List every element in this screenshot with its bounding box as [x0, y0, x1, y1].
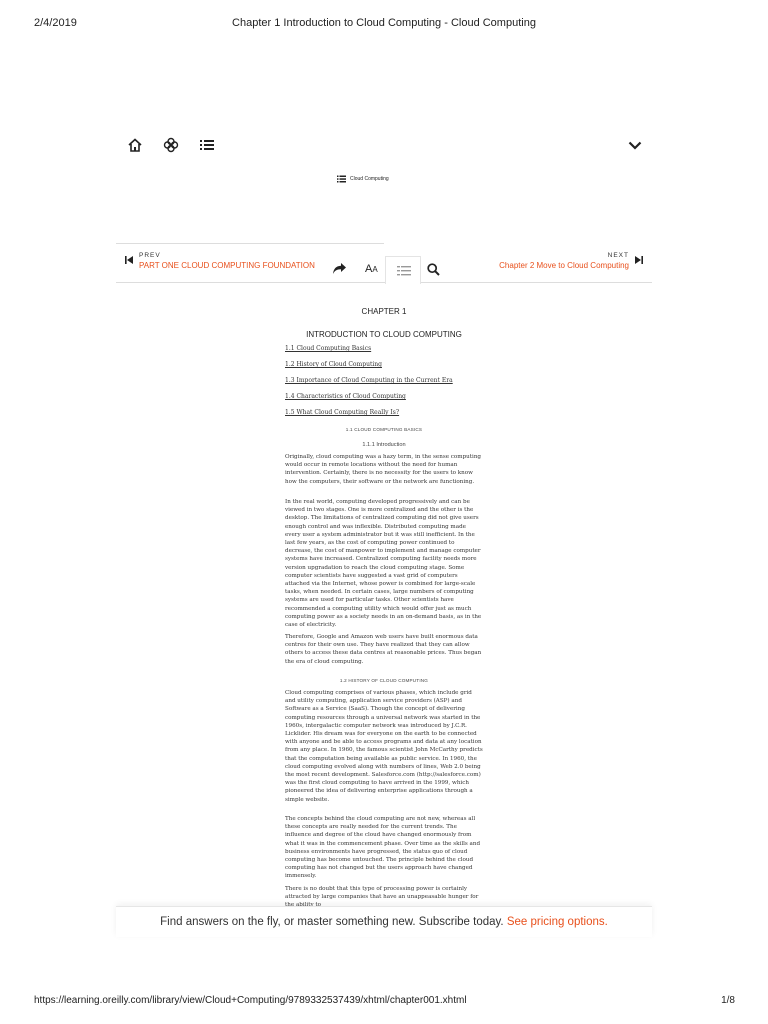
print-date: 2/4/2019 — [34, 17, 77, 29]
share-icon[interactable] — [332, 262, 347, 275]
font-size-icon[interactable]: AA — [365, 263, 378, 275]
chevron-down-icon[interactable] — [627, 137, 643, 153]
print-page-count: 1/8 — [721, 995, 735, 1006]
banner-text: Find answers on the fly, or master something new. Subscribe today. — [160, 916, 504, 928]
chapter-label: CHAPTER 1 — [361, 307, 407, 316]
nav-top-divider — [116, 243, 384, 244]
subscribe-banner — [116, 906, 652, 937]
paragraph-2: In the real world, computing developed progressively and can be viewed in two stages. One is more centralized and the other is the desktop. The limitations of centralized computing did not give users enough control and was inflexible. Distributed computing made every user a system administrator but it was still inefficient. In the last few years, as the cost of computing power continued to decrease, the cost of manpower to implement and manage computer systems have increased. Centralized computing facility needs more version upgradation to reach the cloud computing stage. Some computer scientists have suggested a vast grid of computers attached via the Internet, whose power is combined for large-scale tasks, when needed. In certain cases, large numbers of computing systems are used for particular tasks. Other scientists have recommended a computing utility which would offer just as much computing power as a society needs in an on-demand basis, as in the case of electricity. — [285, 499, 482, 629]
paragraph-5: The concepts behind the cloud computing are not new, whereas all these concepts are really needed for the current trends. The influence and degree of the cloud have changed enormously from what it was in the commencement phase. Over time as the skills and business environments have progressed, the status quo of cloud computing has become untouched. The principle behind the cloud computing has not changed but the users approach have changed immensely. — [285, 816, 481, 880]
skip-next-icon[interactable] — [634, 255, 644, 265]
skip-prev-icon[interactable] — [124, 255, 134, 265]
section-heading-1-1: 1.1 CLOUD COMPUTING BASICS — [345, 427, 423, 432]
toc-link-1-5[interactable]: 1.5 What Cloud Computing Really Is? — [285, 409, 400, 416]
prev-chapter-link[interactable]: PART ONE CLOUD COMPUTING FOUNDATION — [139, 261, 315, 270]
book-title-link[interactable] — [337, 175, 389, 183]
toc-link-1-3[interactable]: 1.3 Importance of Cloud Computing in the Current Era — [285, 377, 453, 384]
paragraph-3: Therefore, Google and Amazon web users have built enormous data centres for their own use. They have realized that they can allow others to access these data centres at reasonable prices. Thus began the era of cloud computing. — [285, 634, 482, 665]
paragraph-1: Originally, cloud computing was a hazy term, in the sense computing would occur in remote locations without the need for human intervention. Certainly, there is no necessity for the users to know how the computers, their software or the network are functioning. — [285, 454, 482, 485]
nav-bottom-divider — [116, 282, 652, 283]
paragraph-6: There is no doubt that this type of processing power is certainly attracted by large companies that have an unappeasable hunger for — [285, 886, 479, 901]
next-label: NEXT — [607, 252, 629, 259]
toc-link-1-1[interactable]: 1.1 Cloud Computing Basics — [285, 345, 372, 352]
toc-link-1-2[interactable]: 1.2 History of Cloud Computing — [285, 361, 382, 368]
toc-link-1-4[interactable]: 1.4 Characteristics of Cloud Computing — [285, 393, 406, 400]
notes-icon — [397, 266, 411, 276]
search-icon[interactable] — [427, 263, 440, 276]
list-icon[interactable] — [199, 137, 215, 153]
page-title: Chapter 1 Introduction to Cloud Computing - Cloud Computing — [232, 17, 536, 29]
next-chapter-link[interactable]: Chapter 2 Move to Cloud Computing — [499, 261, 629, 270]
book-title: Cloud Computing — [350, 176, 389, 182]
topics-icon[interactable] — [163, 137, 179, 153]
section-heading-1-2: 1.2 HISTORY OF CLOUD COMPUTING — [339, 678, 429, 683]
pricing-link[interactable]: See pricing options. — [506, 916, 608, 928]
subsection-heading-1-1-1: 1.1.1 Introduction — [362, 442, 406, 448]
print-url: https://learning.oreilly.com/library/view/Cloud+Computing/9789332537439/xhtml/chapter001.xhtml — [34, 995, 467, 1006]
toc-small-icon — [337, 175, 346, 183]
highlights-tab[interactable] — [385, 256, 421, 284]
paragraph-4: Cloud computing comprises of various phases, which include grid and utility computing, application service providers (ASP) and Software as a Service (SaaS). Though the concept of delivering computing resources through a universal network was started in the 1960s, intergalactic computer network was introduced by J.C.R. Licklider. His dream was for everyone on the earth to be connected with anyone and be able to access programs and data at any location from any place. In 1960, the famous scientist John McCarthy predicts that the computation being available as public service. In 1960, the cloud computing evolved along with numbers of lines, Web 2.0 being the most recent development. Salesforce.com (http://salesforce.com) was the first cloud computing to have arrived in the 1999, which pioneered the idea of delivering enterprise applications through a simple website. — [285, 690, 483, 803]
prev-label: PREV — [139, 252, 161, 259]
chapter-title: INTRODUCTION TO CLOUD COMPUTING — [306, 330, 462, 339]
home-icon[interactable] — [127, 137, 143, 153]
